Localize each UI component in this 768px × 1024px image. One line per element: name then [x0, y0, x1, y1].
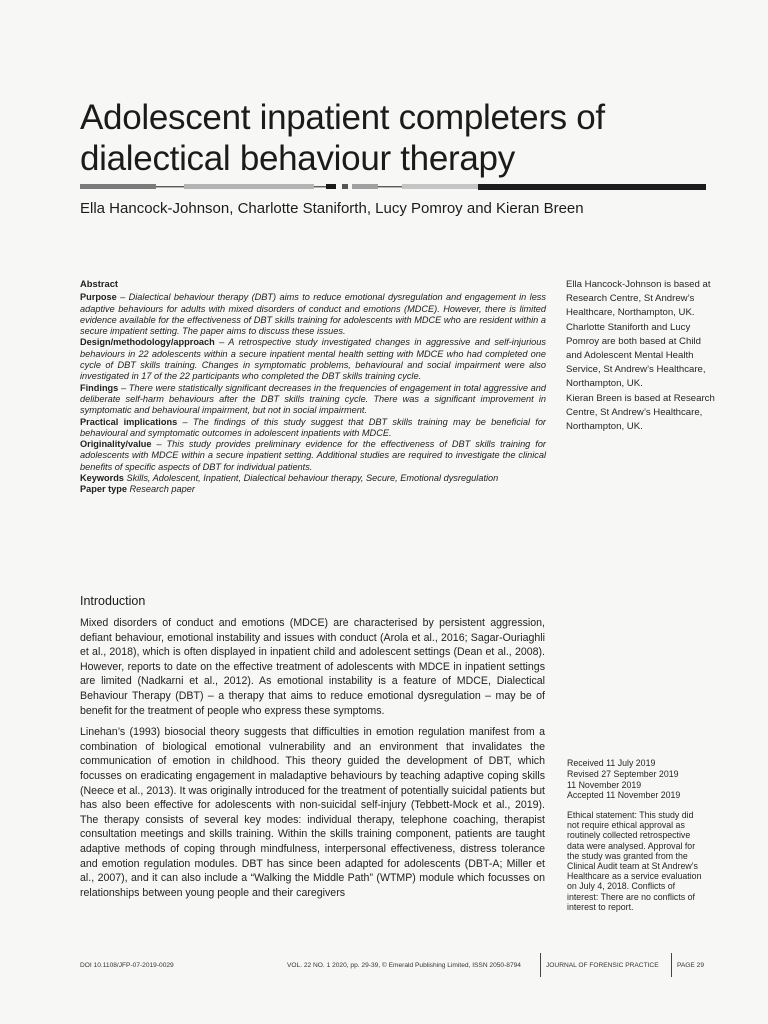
footer-doi: DOI 10.1108/JFP-07-2019-0029 — [80, 962, 174, 969]
received-dates — [567, 758, 717, 801]
abstract-paper-type — [80, 484, 546, 495]
purpose-text: – Dialectical behaviour therapy (DBT) aims to reduce emotional dysregulation and engagement in less adaptive behaviours for adults with mixed disorders of conduct and emotions (MDCE). However, there is limited evidence available for the effectiveness of DBT skills training for adolescents with MDCE who are resident within a secure impatient setting. The paper aims to discuss these issues. — [80, 292, 546, 337]
abstract-practical — [80, 417, 546, 440]
decorative-title-rule — [80, 182, 706, 192]
paper-type-label: Paper type — [80, 484, 127, 495]
footer-divider-1 — [540, 953, 541, 977]
intro-paragraph-2: Linehan’s (1993) biosocial theory suggests that difficulties in emotion regulation manifest from a combination of biological emotional vulnerability and an environment that invalidates the communication of emotion in childhood. This theory guided the development of DBT, which focusses on eradicating engagement in maladaptive behaviours by teaching adaptive coping skills (Neece et al., 2013). It was originally introduced for the treatment of potentially suicidal patients but has also been effective for adolescents with non-suicidal self-injury (Tebbett-Mock et al., 2019). The therapy consists of several key modes: individual therapy, telephone coaching, therapist consultation meetings and skills training. Within the skills training component, patients are taught adaptive methods of coping through mindfulness, interpersonal effectiveness, distress tolerance and emotion regulation modules. DBT has since been adapted for adolescents (DBT-A; Miller et al., 2007), and it can also include a “Walking the Middle Path” (WTMP) module which focusses on relationships between young people and their caregivers — [80, 726, 545, 899]
affiliation-3: Kieran Breen is based at Research Centre, St Andrew’s Healthcare, Northampton, UK. — [566, 392, 715, 433]
footer-volume: VOL. 22 NO. 1 2020, pp. 29-39, © Emerald Publishing Limited, ISSN 2050-8794 — [287, 962, 521, 969]
article-title: Adolescent inpatient completers of dialectical behaviour therapy — [80, 98, 605, 179]
design-text: – A retrospective study investigated changes in aggressive and self-injurious behaviours in 22 adolescents within a secure inpatient mental health setting with MDCE who had completed one cycle of DBT skills training. Changes in symptomatic problems, behavioural and social impairment were also investigated in 17 of the 22 participants who completed the DBT skills training cycle. — [80, 337, 546, 382]
affiliation-1: Ella Hancock-Johnson is based at Research Centre, St Andrew’s Healthcare, Northampton, UK. — [566, 279, 711, 319]
originality-label: Originality/value — [80, 439, 152, 450]
originality-text: – This study provides preliminary evidence for the effectiveness of DBT skills training for adolescents with MDCE within a secure inpatient setting. Additional studies are required to investigate the clinical benefits of specific aspects of DBT for individual patients. — [80, 439, 546, 472]
author-affiliations — [566, 278, 716, 434]
author-list: Ella Hancock-Johnson, Charlotte Staniforth, Lucy Pomroy and Kieran Breen — [80, 200, 584, 217]
abstract-design — [80, 337, 546, 382]
footer-page: PAGE 29 — [677, 962, 704, 969]
paper-type-text: Research paper — [126, 484, 195, 495]
introduction-heading: Introduction — [80, 594, 146, 608]
introduction-body — [80, 616, 545, 907]
findings-text: – There were statistically significant decreases in the frequencies of engagement in total aggressive and deliberate self-harm behaviours after the DBT skills training cycle. There was a significant improvement in symptomatic and behavioural impairment, but not in social impairment. — [80, 382, 546, 416]
abstract-section — [80, 278, 546, 496]
revised-date-2: 11 November 2019 — [567, 779, 642, 790]
footer-divider-2 — [671, 953, 672, 977]
practical-label: Practical implications — [80, 416, 178, 427]
intro-paragraph-1: Mixed disorders of conduct and emotions (MDCE) are characterised by persistent aggression, defiant behaviour, emotional instability and issues with conduct (Arola et al., 2016; Sagar-Ouriaghli et al., 2018), which is often displayed in inpatient child and adolescent settings (Dean et al., 2008). However, reports to date on the effective treatment of adolescents with MDCE in inpatient settings are limited (Nadkarni et al., 2012). As emotional instability is a feature of MDCE, Dialectical Behaviour Therapy (DBT) – a therapy that aims to reduce emotional dysregulation – may be of benefit for the treatment of people who express these symptoms. — [80, 617, 545, 717]
abstract-keywords — [80, 473, 546, 484]
abstract-originality — [80, 439, 546, 473]
affiliation-2: Charlotte Staniforth and Lucy Pomroy are both based at Child and Adolescent Mental Health Service, St Andrew’s Healthcare, Northampton, UK. — [566, 321, 706, 390]
design-label: Design/methodology/approach — [80, 337, 215, 348]
findings-label: Findings — [80, 382, 119, 393]
footer-journal: JOURNAL OF FORENSIC PRACTICE — [546, 962, 659, 969]
practical-text: – The findings of this study suggest that DBT skills training may be beneficial for behavioural and symptomatic outcomes in adolescent inpatients with MDCE. — [80, 416, 546, 438]
keywords-text: Skills, Adolescent, Inpatient, Dialectical behaviour therapy, Secure, Emotional dysregulation — [123, 473, 499, 484]
abstract-findings — [80, 383, 546, 417]
abstract-purpose — [80, 292, 546, 337]
revised-date-1: Revised 27 September 2019 — [567, 768, 679, 779]
ethical-statement: Ethical statement: This study did not require ethical approval as routinely collected retrospective data were analysed. Approval for the study was granted from the Clinical Audit team at St Andrew’s Healthcare as a service evaluation on July 4, 2018. Conflicts of interest: There are no conflicts of interest to report. — [567, 810, 702, 912]
received-date: Received 11 July 2019 — [567, 758, 656, 768]
keywords-label: Keywords — [80, 473, 124, 484]
accepted-date: Accepted 11 November 2019 — [567, 790, 681, 801]
abstract-heading: Abstract — [80, 278, 119, 289]
purpose-label: Purpose — [80, 292, 117, 303]
